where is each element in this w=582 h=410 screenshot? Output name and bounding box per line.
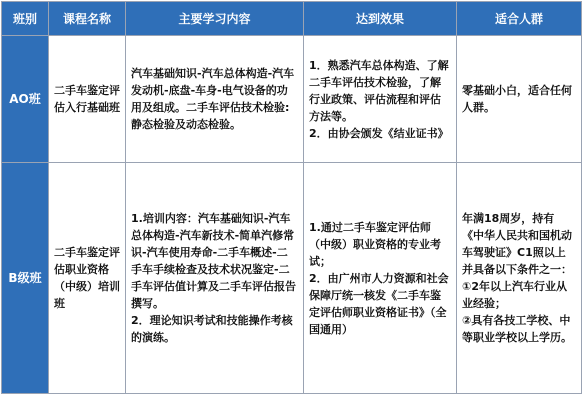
table-row-ao: [2, 36, 582, 163]
audience-item: 年满18周岁，持有《中华人民共和国机动车驾驶证》C1照以上并具备以下条件之一：: [462, 212, 572, 276]
course-table: [1, 1, 582, 394]
effect-cell: [304, 163, 457, 394]
content-item: 2．理论知识考试和技能操作考核的演练。: [131, 314, 293, 344]
effect-item: 2．由协会颁发《结业证书》: [309, 126, 449, 140]
content-text: 汽车基础知识-汽车总体构造-汽车发动机-底盘-车身-电气设备的功用及组成。二手车评估技术检验:静态检验及动态检验。: [131, 67, 295, 131]
content-cell: [126, 36, 304, 163]
table-row-b: [2, 163, 582, 394]
header-effect: 达到效果: [304, 2, 457, 36]
header-content: 主要学习内容: [126, 2, 304, 36]
audience-cell: [457, 36, 582, 163]
content-cell: [126, 163, 304, 394]
course-name-cell: 二手车鉴定评估入行基础班: [49, 36, 126, 163]
audience-text: 零基础小白，适合任何人群。: [462, 84, 572, 114]
course-name-cell: 二手车鉴定评估职业资格（中级）培训班: [49, 163, 126, 394]
header-row: [2, 2, 582, 36]
audience-item: ①2年以上汽车行业从业经验；: [462, 280, 567, 310]
class-cell: AO班: [2, 36, 49, 163]
effect-item: 1．熟悉汽车总体构造、了解二手车评估技术检验，了解行业政策、评估流程和评估方法等。: [309, 58, 449, 123]
effect-item: 2．由广州市人力资源和社会保障厅统一核发《二手车鉴定评估师职业资格证书》（全国通用）: [309, 271, 449, 336]
header-class: 班别: [2, 2, 49, 36]
class-cell: B级班: [2, 163, 49, 394]
header-course: 课程名称: [49, 2, 126, 36]
effect-item: 1.通过二手车鉴定评估师（中级）职业资格的专业考试；: [309, 220, 441, 268]
content-item: 1.培训内容：汽车基础知识-汽车总体构造-汽车新技术-简单汽修常识-汽车使用寿命-二手车概述-二手车手续检查及技术状况鉴定-二手车评估值计算及二手车评估报告撰写。: [131, 212, 296, 310]
audience-item: ②具有各技工学校、中等职业学校以上学历。: [462, 314, 572, 344]
header-audience: 适合人群: [457, 2, 582, 36]
effect-cell: [304, 36, 457, 163]
audience-cell: [457, 163, 582, 394]
